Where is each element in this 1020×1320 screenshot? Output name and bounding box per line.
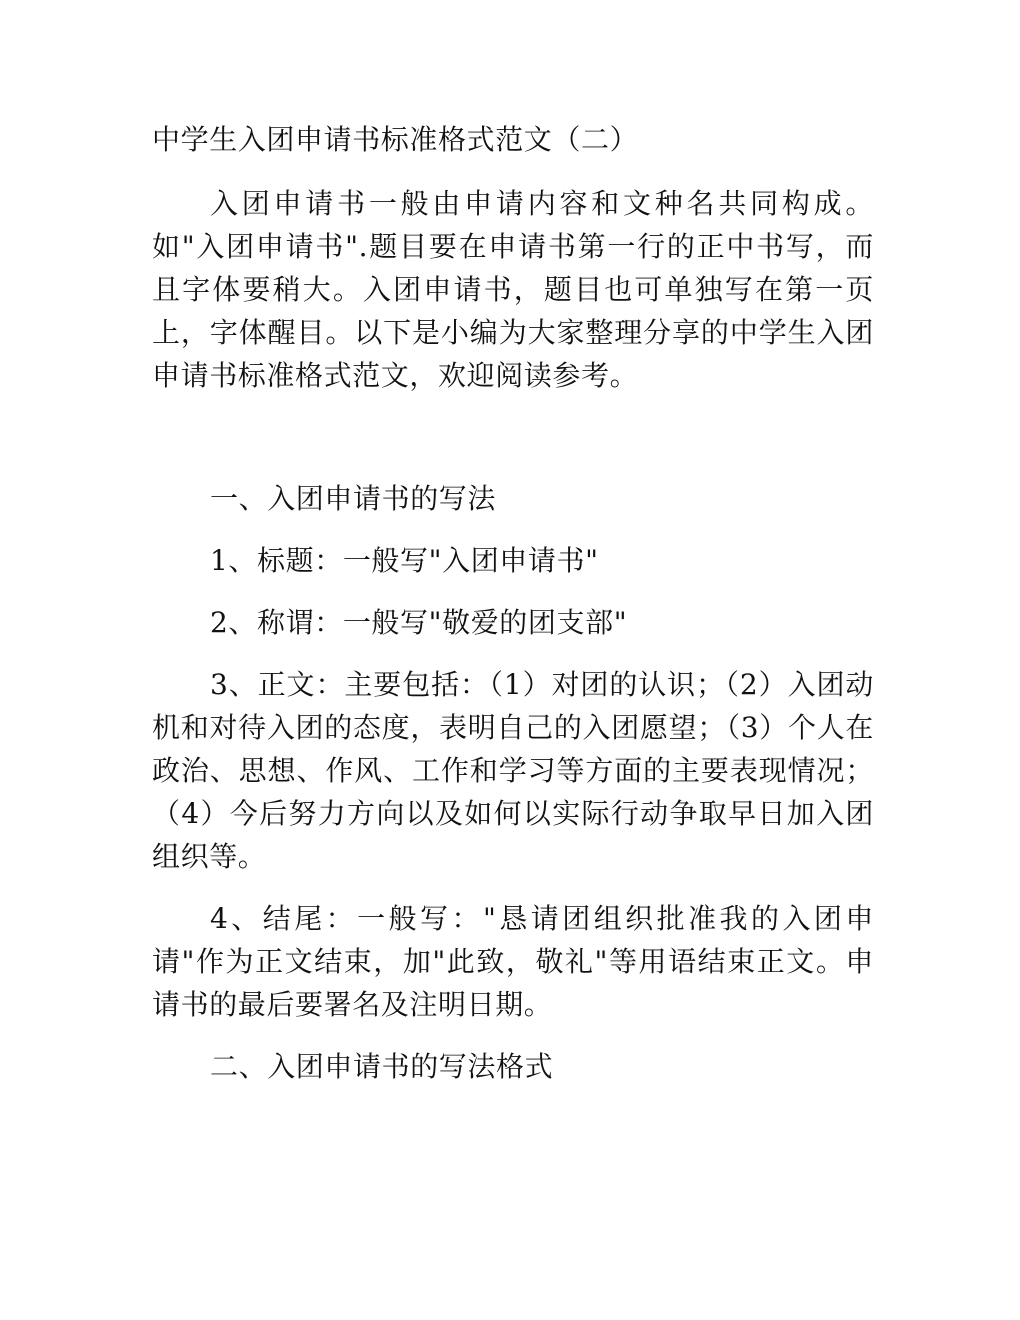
section-heading-writing-method: 一、入团申请书的写法 (210, 482, 497, 515)
item-title: 1、标题：一般写"入团申请书" (210, 544, 599, 577)
intro-paragraph: 入团申请书一般由申请内容和文种名共同构成。如"入团申请书".题目要在申请书第一行的正中书写，而且字体要稍大。入团申请书，题目也可单独写在第一页上，字体醒目。以下是小编为大家整理分享的中学生入团申请书标准格式范文，欢迎阅读参考。 (152, 187, 874, 392)
document-body (152, 118, 874, 1088)
item-body: 3、正文：主要包括：（1）对团的认识；（2）入团动机和对待入团的态度，表明自己的入团愿望；（3）个人在政治、思想、作风、工作和学习等方面的主要表现情况；（4）今后努力方向以及如何以实际行动争取早日加入团组织等。 (152, 668, 874, 873)
item-salutation: 2、称谓：一般写"敬爱的团支部" (210, 606, 628, 639)
item-ending: 4、结尾：一般写："恳请团组织批准我的入团申请"作为正文结束，加"此致，敬礼"等用语结束正文。申请书的最后要署名及注明日期。 (152, 902, 874, 1021)
document-title: 中学生入团申请书标准格式范文（二） (152, 123, 639, 156)
section-heading-format: 二、入团申请书的写法格式 (210, 1050, 554, 1083)
